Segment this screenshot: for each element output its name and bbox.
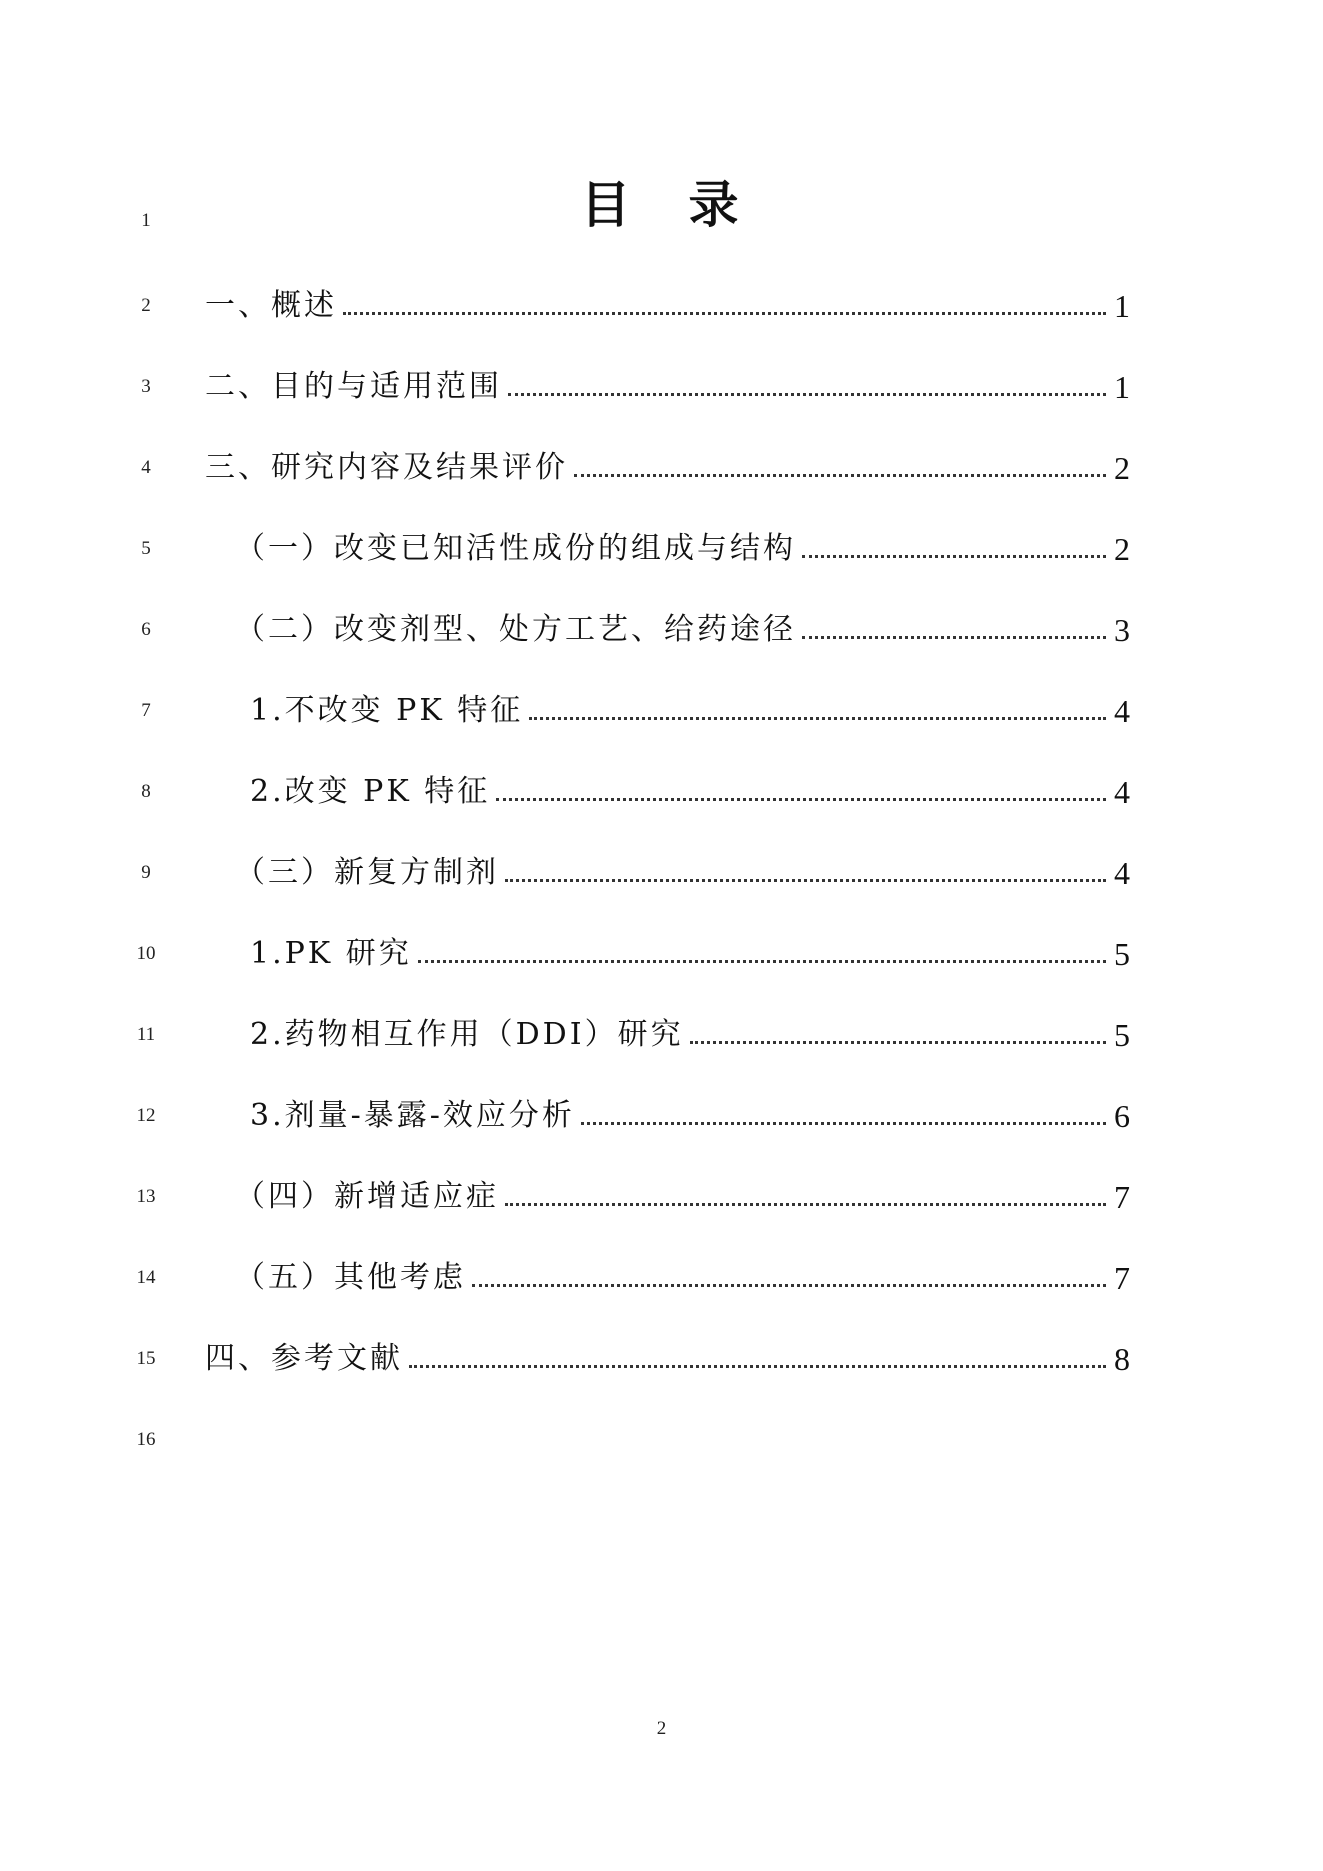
- toc-entry-title: （二）改变剂型、处方工艺、给药途径: [235, 612, 796, 647]
- toc-entry-title: （三）新复方制剂: [235, 855, 499, 890]
- line-number: 6: [141, 619, 151, 640]
- toc-entry[interactable]: [250, 1090, 1130, 1134]
- line-number: 12: [136, 1105, 156, 1126]
- toc-page-number: 4: [1114, 774, 1130, 810]
- toc-entry[interactable]: [235, 847, 1130, 891]
- toc-entry-title: 二、目的与适用范围: [205, 369, 502, 404]
- toc-entry[interactable]: [250, 766, 1130, 810]
- toc-dot-leader: [802, 635, 1106, 639]
- toc-dot-leader: [505, 878, 1106, 882]
- toc-entry[interactable]: [250, 1009, 1130, 1053]
- toc-entry[interactable]: [235, 1252, 1130, 1296]
- toc-page-number: 8: [1114, 1341, 1130, 1377]
- line-number: 3: [141, 376, 151, 397]
- line-number: 8: [141, 781, 151, 802]
- toc-entry[interactable]: [235, 523, 1130, 567]
- toc-entry-title: 四、参考文献: [205, 1341, 403, 1376]
- toc-dot-leader: [505, 1202, 1106, 1206]
- toc-page-number: 6: [1114, 1098, 1130, 1134]
- toc-entry-title: （一）改变已知活性成份的组成与结构: [235, 531, 796, 566]
- toc-dot-leader: [496, 797, 1106, 801]
- document-title: 目 录: [580, 176, 743, 234]
- line-number: 9: [141, 862, 151, 883]
- toc-dot-leader: [409, 1364, 1106, 1368]
- toc-dot-leader: [418, 959, 1106, 963]
- page-footer-number: 2: [656, 1718, 667, 1739]
- toc-page-number: 1: [1114, 288, 1130, 324]
- toc-entry-title: 1.不改变 PK 特征: [250, 693, 524, 728]
- toc-entry-title: （五）其他考虑: [235, 1260, 466, 1295]
- line-number: 4: [141, 457, 151, 478]
- toc-page-number: 5: [1114, 936, 1130, 972]
- toc-entry-title: 1.PK 研究: [250, 936, 412, 971]
- line-number: 10: [136, 943, 156, 964]
- toc-page-number: 7: [1114, 1179, 1130, 1215]
- toc-dot-leader: [802, 554, 1106, 558]
- toc-entry[interactable]: [250, 928, 1130, 972]
- toc-entry[interactable]: [205, 1333, 1130, 1377]
- toc-entry[interactable]: [235, 604, 1130, 648]
- toc-dot-leader: [472, 1283, 1106, 1287]
- toc-entry[interactable]: [205, 280, 1130, 324]
- toc-dot-leader: [343, 311, 1106, 315]
- toc-entry-title: 三、研究内容及结果评价: [205, 450, 568, 485]
- toc-entry[interactable]: [205, 442, 1130, 486]
- toc-entry[interactable]: [205, 361, 1130, 405]
- toc-page-number: 3: [1114, 612, 1130, 648]
- toc-entry-title: （四）新增适应症: [235, 1179, 499, 1214]
- line-number: 7: [141, 700, 151, 721]
- line-number: 14: [136, 1267, 156, 1288]
- toc-entry-title: 2.药物相互作用（DDI）研究: [250, 1017, 684, 1052]
- line-number: 11: [136, 1024, 156, 1045]
- toc-entry[interactable]: [235, 1171, 1130, 1215]
- toc-entry[interactable]: [250, 685, 1130, 729]
- toc-page-number: 5: [1114, 1017, 1130, 1053]
- toc-page-number: 1: [1114, 369, 1130, 405]
- line-number: 2: [141, 295, 151, 316]
- line-number: 16: [136, 1429, 156, 1450]
- toc-entry-title: 一、概述: [205, 288, 337, 323]
- toc-dot-leader: [508, 392, 1106, 396]
- line-number: 5: [141, 538, 151, 559]
- toc-page-number: 7: [1114, 1260, 1130, 1296]
- line-number: 13: [136, 1186, 156, 1207]
- line-number: 1: [141, 210, 151, 231]
- toc-page-number: 4: [1114, 855, 1130, 891]
- toc-entry-title: 2.改变 PK 特征: [250, 774, 491, 809]
- toc-dot-leader: [529, 716, 1106, 720]
- toc-page-number: 4: [1114, 693, 1130, 729]
- toc-dot-leader: [581, 1121, 1106, 1125]
- toc-page-number: 2: [1114, 531, 1130, 567]
- toc-dot-leader: [690, 1040, 1106, 1044]
- toc-entry-title: 3.剂量-暴露-效应分析: [250, 1098, 575, 1133]
- toc-page-number: 2: [1114, 450, 1130, 486]
- toc-dot-leader: [574, 473, 1106, 477]
- line-number: 15: [136, 1348, 156, 1369]
